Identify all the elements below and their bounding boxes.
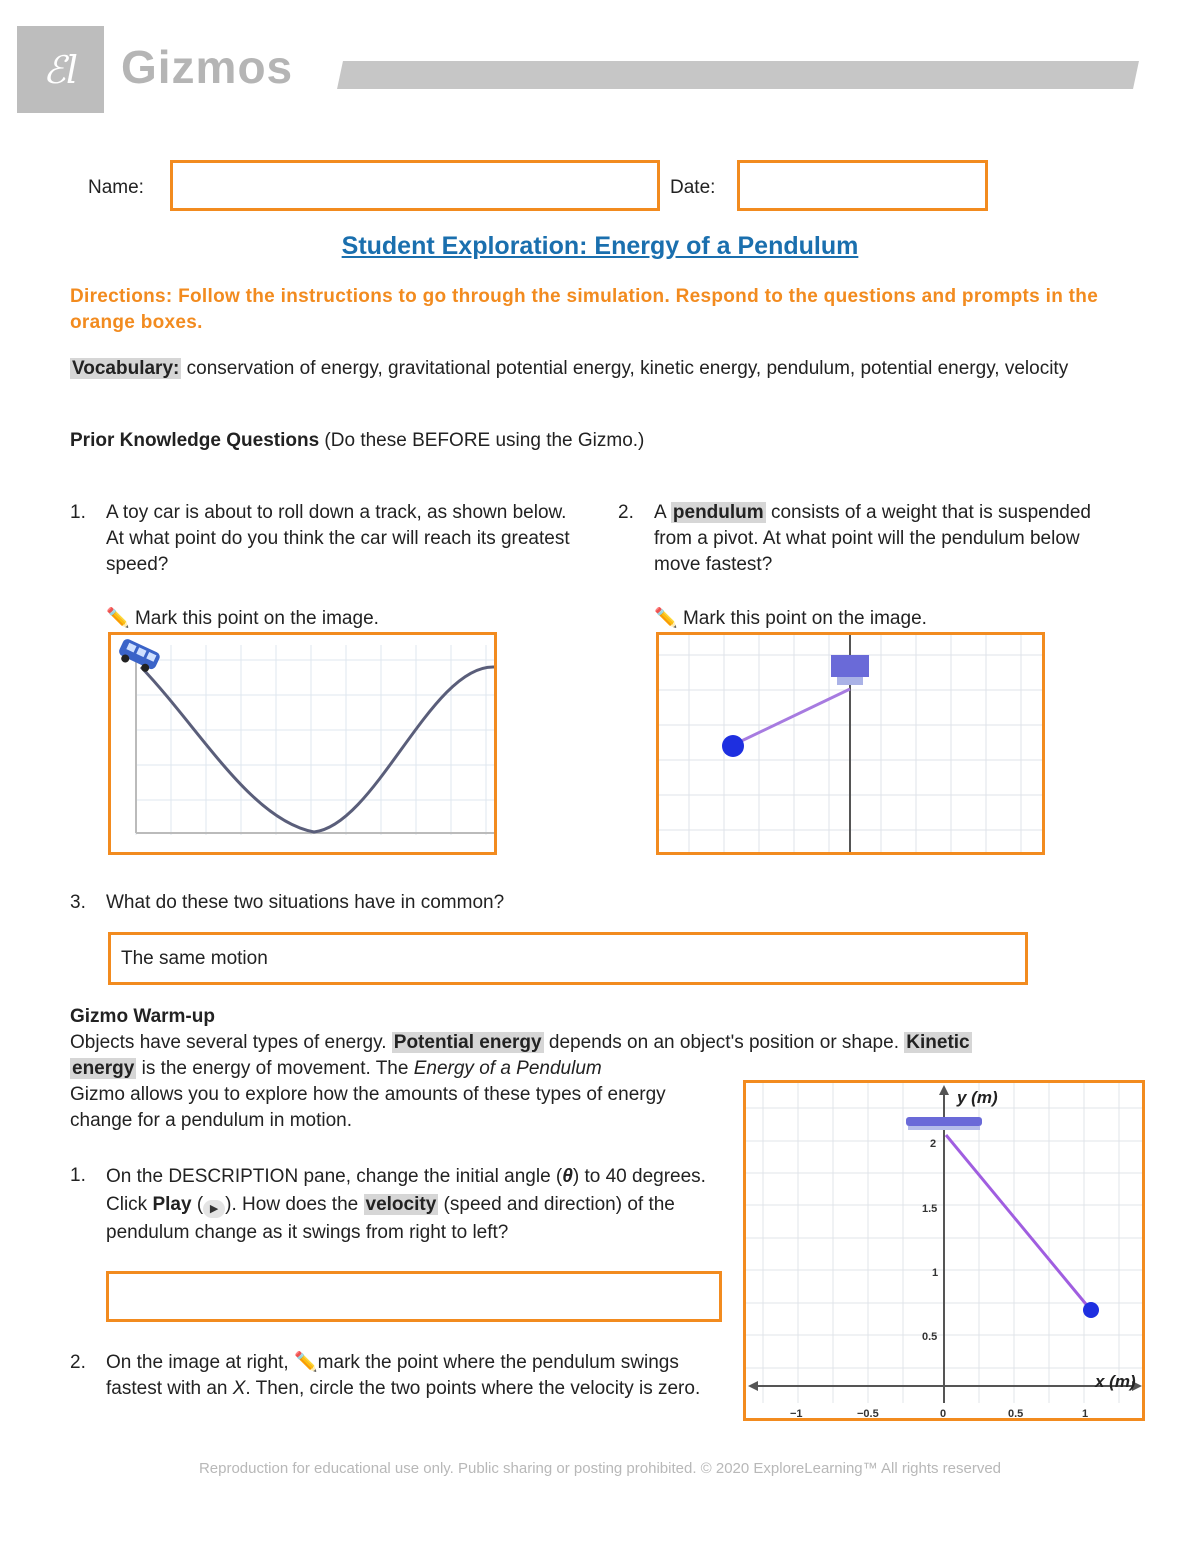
q3-answer-field[interactable] <box>108 932 1028 985</box>
prior-knowledge-heading <box>70 428 644 454</box>
pencil-icon: ✏️ <box>294 1352 318 1373</box>
wq2-a: On the image at right, <box>106 1352 294 1373</box>
logo-glyph: ℰl <box>42 47 79 92</box>
x-tick-neg0-5: −0.5 <box>857 1408 879 1418</box>
x-tick-0-5: 0.5 <box>1008 1408 1024 1418</box>
warmup-q2-text <box>106 1350 711 1402</box>
footer: Reproduction for educational use only. Public sharing or posting prohibited. © 2020 ExploreLearning™ All rights reserved <box>198 1460 1002 1477</box>
warmup-intro-3: is the energy of movement. The <box>136 1058 414 1079</box>
q2-term-pendulum: pendulum <box>672 502 764 523</box>
term-kinetic: Kinetic <box>906 1032 970 1053</box>
play-icon: ▶ <box>203 1200 225 1218</box>
q1-text: A toy car is about to roll down a track, as shown below. At what point do you think the car will reach its greatest speed? <box>106 502 570 575</box>
track-graphic <box>111 635 494 852</box>
y-tick-0-5: 0.5 <box>922 1331 938 1343</box>
prior-knowledge-title: Prior Knowledge Questions <box>70 430 320 451</box>
q1-number: 1. <box>70 502 86 523</box>
wq1-c: ( <box>191 1194 204 1215</box>
q3-answer: The same motion <box>121 948 268 969</box>
q2-text-pre: A <box>654 502 671 523</box>
vocabulary-label: Vocabulary: <box>72 358 180 379</box>
warmup-intro-line2 <box>70 1056 710 1082</box>
term-velocity: velocity <box>365 1194 437 1215</box>
toy-car-track-image[interactable] <box>108 632 497 855</box>
pencil-icon: ✏️ <box>654 608 678 629</box>
y-tick-1-5: 1.5 <box>922 1203 938 1215</box>
page-title: Student Exploration: Energy of a Pendulum <box>341 232 859 260</box>
wq1-e: (speed and direction) of the pendulum change as it swings from right to left? <box>106 1194 675 1243</box>
date-field[interactable] <box>737 160 988 211</box>
q3-text: What do these two situations have in common? <box>106 892 505 913</box>
y-axis-arrow <box>939 1085 949 1095</box>
q2-text <box>654 500 1104 578</box>
directions: Directions: Follow the instructions to go through the simulation. Respond to the questions and prompts in the orange boxes. <box>70 286 1099 333</box>
x-tick-neg1: −1 <box>790 1408 803 1418</box>
gizmo-name: Energy of a Pendulum <box>413 1058 602 1079</box>
pivot-mount <box>831 655 869 677</box>
theta-symbol: θ <box>562 1166 573 1187</box>
name-label: Name: <box>88 177 144 198</box>
q2-number: 2. <box>618 502 634 523</box>
pivot-mount <box>906 1117 982 1126</box>
q2-text-post: consists of a weight that is suspended from a pivot. At what point will the pendulum below move fastest? <box>654 502 1091 575</box>
y-tick-1: 1 <box>932 1267 939 1279</box>
brand-name: Gizmos <box>121 41 294 93</box>
pendulum-bob <box>1083 1302 1099 1318</box>
warmup-q2-number: 2. <box>70 1352 86 1373</box>
pendulum-image[interactable] <box>656 632 1045 855</box>
vocabulary-text: conservation of energy, gravitational potential energy, kinetic energy, pendulum, potential energy, velocity <box>181 358 1069 379</box>
wq1-b: ) to 40 degrees. Click <box>106 1166 706 1215</box>
warmup-q1-answer-field[interactable] <box>106 1271 722 1322</box>
pencil-icon: ✏️ <box>106 608 130 629</box>
y-axis-label: y (m) <box>957 1088 998 1107</box>
warmup-intro-2: depends on an object's position or shape. <box>543 1032 905 1053</box>
pendulum-graph <box>746 1083 1142 1418</box>
date-label: Date: <box>670 177 716 198</box>
vocabulary <box>70 356 1135 382</box>
warmup-intro-line1 <box>70 1030 1090 1056</box>
header-bar <box>337 61 1139 89</box>
pendulum-bob <box>722 735 744 757</box>
term-energy: energy <box>72 1058 135 1079</box>
explorelearning-logo <box>17 26 104 113</box>
term-potential-energy: Potential energy <box>393 1032 542 1053</box>
x-axis-left-arrow <box>748 1381 758 1391</box>
toy-car-icon <box>115 637 161 675</box>
x-axis-label: x (m) <box>1095 1372 1136 1391</box>
q3-number: 3. <box>70 892 86 913</box>
wq2-c: . Then, circle the two points where the velocity is zero. <box>245 1378 701 1399</box>
x-tick-1: 1 <box>1082 1408 1089 1418</box>
q1-mark-text: Mark this point on the image. <box>134 608 379 629</box>
y-tick-2: 2 <box>930 1138 937 1150</box>
x-tick-0: 0 <box>940 1408 947 1418</box>
pendulum-rod <box>946 1135 1090 1309</box>
warmup-heading: Gizmo Warm-up <box>70 1006 215 1027</box>
warmup-intro-4: Gizmo allows you to explore how the amounts of these types of energy change for a pendulum in motion. <box>70 1084 666 1131</box>
pendulum-rod <box>733 689 850 745</box>
warmup-q1-text <box>106 1163 706 1247</box>
wq1-d: ). How does the <box>225 1194 364 1215</box>
pendulum-graphic <box>659 635 1042 852</box>
wq2-b: mark the point where the pendulum swings fastest with an <box>106 1352 679 1399</box>
q1-mark-prompt <box>106 606 379 632</box>
prior-knowledge-note: (Do these BEFORE using the Gizmo.) <box>319 430 645 451</box>
name-field[interactable] <box>170 160 660 211</box>
wq1-a: On the DESCRIPTION pane, change the initial angle ( <box>106 1166 563 1187</box>
warmup-q1-number: 1. <box>70 1165 86 1186</box>
play-word: Play <box>152 1194 192 1215</box>
warmup-intro-1: Objects have several types of energy. <box>70 1032 392 1053</box>
q2-mark-prompt <box>654 606 927 632</box>
q2-mark-text: Mark this point on the image. <box>682 608 927 629</box>
x-mark-letter: X <box>232 1378 246 1399</box>
pendulum-graph-image[interactable] <box>743 1080 1145 1421</box>
